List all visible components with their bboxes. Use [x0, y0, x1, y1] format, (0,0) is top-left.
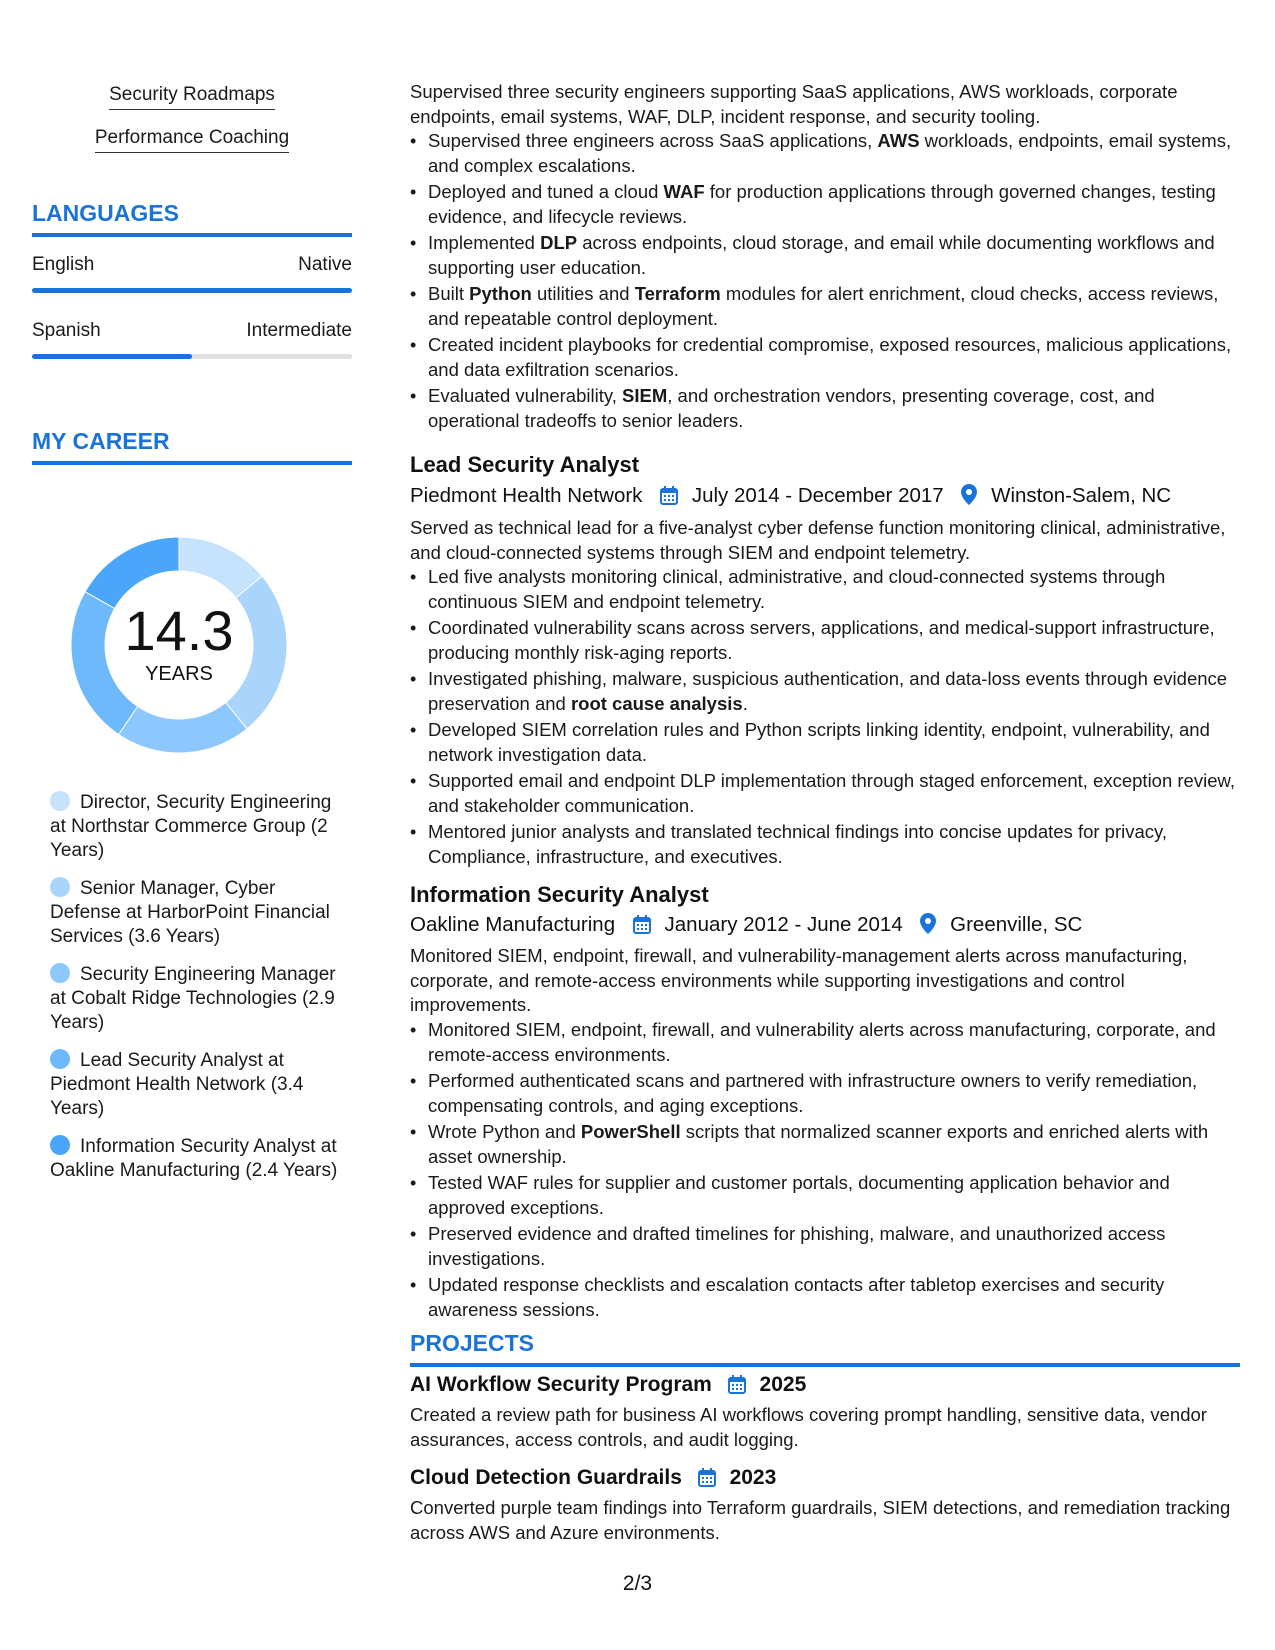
project-name: Cloud Detection Guardrails [410, 1466, 682, 1489]
career-heading: MY CAREER [32, 428, 352, 465]
bullet-item: • Developed SIEM correlation rules and Python scripts linking identity, endpoint, vulnerability, and network investigation data. [410, 718, 1240, 767]
language-level: Intermediate [246, 320, 352, 341]
language-name: Spanish [32, 320, 101, 341]
calendar-icon [728, 1375, 746, 1400]
legend-dot [50, 791, 70, 811]
proficiency-bar [32, 354, 352, 359]
career-legend-item: Security Engineering Manager at Cobalt Ridge Technologies (2.9 Years) [50, 964, 336, 1033]
job-title: Lead Security Analyst [410, 452, 640, 477]
career-donut-chart [64, 530, 294, 760]
career-legend-item: Lead Security Analyst at Piedmont Health Network (3.4 Years) [50, 1050, 304, 1119]
job-meta [410, 484, 1171, 508]
career-legend-item: Information Security Analyst at Oakline Manufacturing (2.4 Years) [50, 1136, 338, 1181]
bullet-item: • Led five analysts monitoring clinical, administrative, and cloud-connected systems through continuous SIEM and endpoint telemetry. [410, 565, 1240, 614]
project-year: 2025 [759, 1373, 807, 1396]
bullet-item: • Performed authenticated scans and partnered with infrastructure owners to verify remediation, compensating controls, and aging exceptions. [410, 1069, 1240, 1118]
job-summary: Served as technical lead for a five-analyst cyber defense function monitoring clinical, administrative, and cloud-connected systems through SIEM and endpoint telemetry. [410, 517, 1226, 563]
legend-dot [50, 963, 70, 983]
donut-segment [119, 702, 247, 753]
project-name: AI Workflow Security Program [410, 1373, 712, 1396]
bullet-item: • Created incident playbooks for credential compromise, exposed resources, malicious applications, and data exfiltration scenarios. [410, 333, 1240, 382]
job-summary: Monitored SIEM, endpoint, firewall, and vulnerability-management alerts across manufacturing, corporate, and remote-access environments while supporting investigations and control improvements. [410, 945, 1188, 1015]
job-location: Greenville, SC [950, 913, 1083, 936]
proficiency-fill [32, 354, 192, 359]
skill-tag: Performance Coaching [32, 127, 352, 153]
language-level: Native [298, 254, 352, 275]
bullet-item: • Updated response checklists and escalation contacts after tabletop exercises and security awareness sessions. [410, 1273, 1240, 1322]
bullet-item: • Coordinated vulnerability scans across servers, applications, and medical-support infrastructure, producing monthly risk-aging reports. [410, 616, 1240, 665]
job-dates: July 2014 - December 2017 [691, 484, 944, 507]
languages-heading: LANGUAGES [32, 200, 352, 237]
page-number: 2/3 [622, 1572, 653, 1595]
job-bullets [410, 1018, 1240, 1324]
years-label: YEARS [145, 663, 213, 685]
calendar-icon [660, 486, 678, 505]
bullet-item: • Monitored SIEM, endpoint, firewall, and vulnerability alerts across manufacturing, corporate, and remote-access environments. [410, 1018, 1240, 1067]
map-pin-icon [920, 913, 936, 934]
proficiency-bar [32, 288, 352, 293]
bullet-item: • Evaluated vulnerability, SIEM, and orchestration vendors, presenting coverage, cost, and operational tradeoffs to senior leaders. [410, 384, 1240, 433]
bullet-item: • Built Python utilities and Terraform modules for alert enrichment, cloud checks, access reviews, and repeatable control deployment. [410, 282, 1240, 331]
bullet-item: • Preserved evidence and drafted timelines for phishing, malware, and unauthorized access investigations. [410, 1222, 1240, 1271]
bullet-item: • Investigated phishing, malware, suspicious authentication, and data-loss events through evidence preservation and root cause analysis. [410, 667, 1240, 716]
project-title [410, 1373, 806, 1400]
total-years: 14.3 [124, 599, 234, 662]
job-location: Winston-Salem, NC [991, 484, 1172, 507]
bullet-item: • Supervised three engineers across SaaS applications, AWS workloads, endpoints, email systems, and complex escalations. [410, 129, 1240, 178]
project-title [410, 1466, 776, 1493]
bullet-item: • Deployed and tuned a cloud WAF for production applications through governed changes, testing evidence, and lifecycle reviews. [410, 180, 1240, 229]
career-legend-item: Senior Manager, Cyber Defense at HarborPoint Financial Services (3.6 Years) [50, 878, 330, 947]
job-dates: January 2012 - June 2014 [664, 913, 903, 936]
job-bullets [410, 565, 1240, 871]
proficiency-fill [32, 288, 352, 293]
career-legend-item: Director, Security Engineering at Northstar Commerce Group (2 Years) [50, 792, 332, 861]
bullet-item: • Tested WAF rules for supplier and customer portals, documenting application behavior and approved exceptions. [410, 1171, 1240, 1220]
projects-heading: PROJECTS [410, 1330, 1240, 1367]
calendar-icon [633, 915, 651, 934]
project-description: Converted purple team findings into Terraform guardrails, SIEM detections, and remediation tracking across AWS and Azure environments. [410, 1497, 1231, 1543]
bullet-item: • Wrote Python and PowerShell scripts that normalized scanner exports and enriched alerts with asset ownership. [410, 1120, 1240, 1169]
language-name: English [32, 254, 95, 275]
project-year: 2023 [729, 1466, 777, 1489]
legend-dot [50, 1049, 70, 1069]
bullet-item: • Supported email and endpoint DLP implementation through staged enforcement, exception review, and stakeholder communication. [410, 769, 1240, 818]
skill-tag: Security Roadmaps [32, 84, 352, 110]
legend-dot [50, 1135, 70, 1155]
job-title: Information Security Analyst [410, 882, 709, 907]
bullet-item: • Implemented DLP across endpoints, cloud storage, and email while documenting workflows and supporting user education. [410, 231, 1240, 280]
job-bullets [410, 129, 1240, 435]
company-name: Oakline Manufacturing [410, 913, 616, 936]
job-summary: Supervised three security engineers supporting SaaS applications, AWS workloads, corporate endpoints, email systems, WAF, DLP, incident response, and security tooling. [410, 81, 1178, 127]
calendar-icon [698, 1468, 716, 1493]
legend-dot [50, 877, 70, 897]
map-pin-icon [961, 484, 977, 505]
job-meta [410, 913, 1082, 937]
project-description: Created a review path for business AI workflows covering prompt handling, sensitive data, vendor assurances, access controls, and audit logging. [410, 1404, 1207, 1450]
bullet-item: • Mentored junior analysts and translated technical findings into concise updates for privacy, Compliance, infrastructure, and executives. [410, 820, 1240, 869]
company-name: Piedmont Health Network [410, 484, 643, 507]
